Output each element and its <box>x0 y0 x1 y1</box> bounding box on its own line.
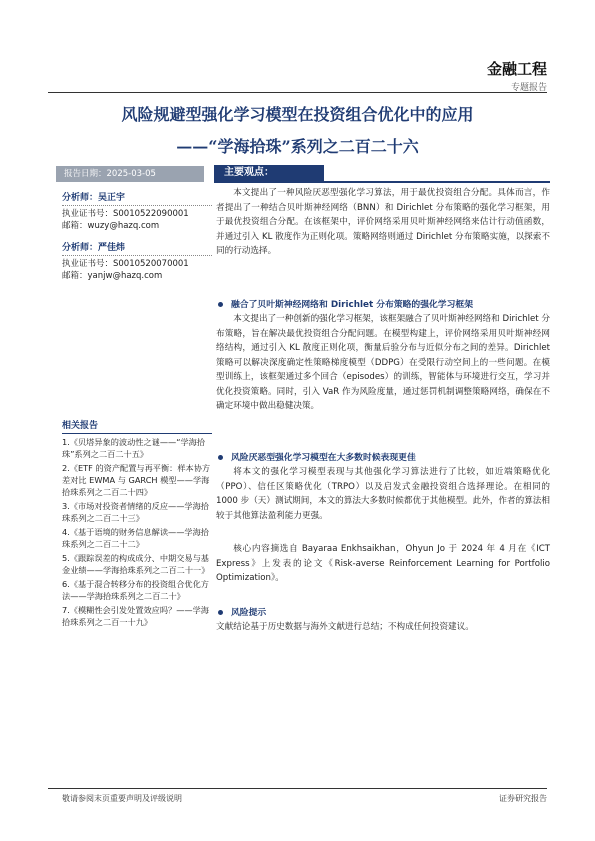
report-date-bar: 报告日期：2025-03-05 <box>56 166 204 182</box>
analyst-license: 执业证书号：S0010520070001 <box>62 259 189 269</box>
analyst-email[interactable]: 邮箱：yanjw@hazq.com <box>62 271 163 281</box>
analyst-license: 执业证书号：S0010522090001 <box>62 209 189 219</box>
intro-text: 本文提出了一种风险厌恶型强化学习算法，用于最优投资组合分配。具体而言，作者提出了一种结合贝叶斯神经网络（BNN）和 Dirichlet 分布策略的强化学习框架，用于最优投资组合分配。在该框架中，评价网络采用贝叶斯神经网络来估计行动值函数，并通过引入 KL 散度作为正则化项。策略网络则通过 Dirichlet 分布策略实施，以探索不同的行动选择。 <box>216 188 550 256</box>
analyst-email[interactable]: 邮箱：wuzy@hazq.com <box>62 221 160 231</box>
related-report-item[interactable]: 2.《ETF 的资产配置与再平衡：样本协方差对比 EWMA 与 GARCH 模型——学海拾珠系列之二百二十四》 <box>62 463 211 497</box>
footer-disclaimer[interactable]: 敬请参阅末页重要声明及评级说明 <box>62 794 182 803</box>
footer-rule <box>48 788 547 789</box>
risk-heading <box>218 605 550 618</box>
point2-paragraph <box>216 465 550 523</box>
report-subtitle: ——“学海拾珠”系列之二百二十六 <box>176 137 419 156</box>
point1-paragraph <box>216 312 550 414</box>
doc-type-label: 专题报告 <box>510 83 547 93</box>
related-report-item[interactable]: 5.《跟踪误差的构成成分、中期交易与基金业绩——学海拾珠系列之二百二十一》 <box>62 553 210 575</box>
brand-label: 金融工程 <box>486 60 547 78</box>
intro-paragraph <box>216 186 550 259</box>
related-reports-heading: 相关报告 <box>62 418 212 434</box>
source-note-paragraph <box>216 542 550 586</box>
related-report-item[interactable]: 6.《基于混合转移分布的投资组合优化方法——学海拾珠系列之二百二十》 <box>62 579 209 601</box>
point1-heading <box>218 297 550 310</box>
related-report-item[interactable]: 3.《市场对投资者情绪的反应——学海拾珠系列之二百二十三》 <box>62 501 209 523</box>
bullet-dot-icon <box>218 455 223 460</box>
related-report-item[interactable]: 7.《模糊性会引发处置效应吗？——学海拾珠系列之二百一十九》 <box>62 605 209 627</box>
point2-title: 风险厌恶型强化学习模型在大多数时候表现更佳 <box>231 453 416 463</box>
point2-heading <box>218 450 550 463</box>
bullet-dot-icon <box>218 302 223 307</box>
related-reports-list <box>62 436 212 630</box>
source-note-text: 核心内容摘选自 Bayaraa Enkhsaikhan，Ohyun Jo 于 2024 年 4 月在《ICT Express》上发表的论文《Risk-averse Reinforcement Learning for Portfolio Optimization》。 <box>216 544 550 583</box>
risk-title: 风险提示 <box>231 608 267 618</box>
point2-text: 将本文的强化学习模型表现与其他强化学习算法进行了比较，如近端策略优化（PPO）、信任区策略优化（TRPO）以及启发式金融投资组合选择理论。在相同的 1000 步（天）测试期间，本文的算法大多数时候都优于其他模型。此外，作者的算法相较于其他算法盈利能力更强。 <box>216 467 550 521</box>
analyst-name: 分析师：吴正宇 <box>62 192 212 206</box>
main-section-bar <box>214 165 550 183</box>
bullet-dot-icon <box>218 610 223 615</box>
header-rule <box>48 92 547 93</box>
analyst-name: 分析师：严佳炜 <box>62 242 212 256</box>
report-title: 风险规避型强化学习模型在投资组合优化中的应用 <box>121 105 474 124</box>
related-report-item[interactable]: 4.《基于语境的财务信息解读——学海拾珠系列之二百二十二》 <box>62 527 209 549</box>
main-section-title: 主要观点： <box>214 165 324 181</box>
point1-title: 融合了贝叶斯神经网络和 Dirichlet 分布策略的强化学习框架 <box>231 300 473 310</box>
point1-text: 本文提出了一种创新的强化学习框架，该框架融合了贝叶斯神经网络和 Dirichlet 分布策略，旨在解决最优投资组合分配问题。在模型构建上，评价网络采用贝叶斯神经网络结构，通过引入 KL 散度正则化项，衡量后验分布与近似分布之间的差异。Dirichlet 策略可以解决深度确定性策略梯度模型（DDPG）在受限行动空间上的一些问题。在模型训练上，该框架通过多个回合（episodes）的训练，智能体与环境进行交互，学习并优化投资策略。同时，引入 VaR 作为风险度量，通过惩罚机制调整策略网络，确保在不确定环境中做出稳健决策。 <box>216 314 550 411</box>
risk-text: 文献结论基于历史数据与海外文献进行总结；不构成任何投资建议。 <box>216 622 474 632</box>
analyst-block-2 <box>62 242 212 282</box>
risk-paragraph <box>216 620 550 635</box>
analyst-block-1 <box>62 192 212 232</box>
related-report-item[interactable]: 1.《贝塔异象的波动性之谜——“学海拾珠”系列之二百二十五》 <box>62 437 206 459</box>
footer-report-type: 证券研究报告 <box>499 794 547 803</box>
